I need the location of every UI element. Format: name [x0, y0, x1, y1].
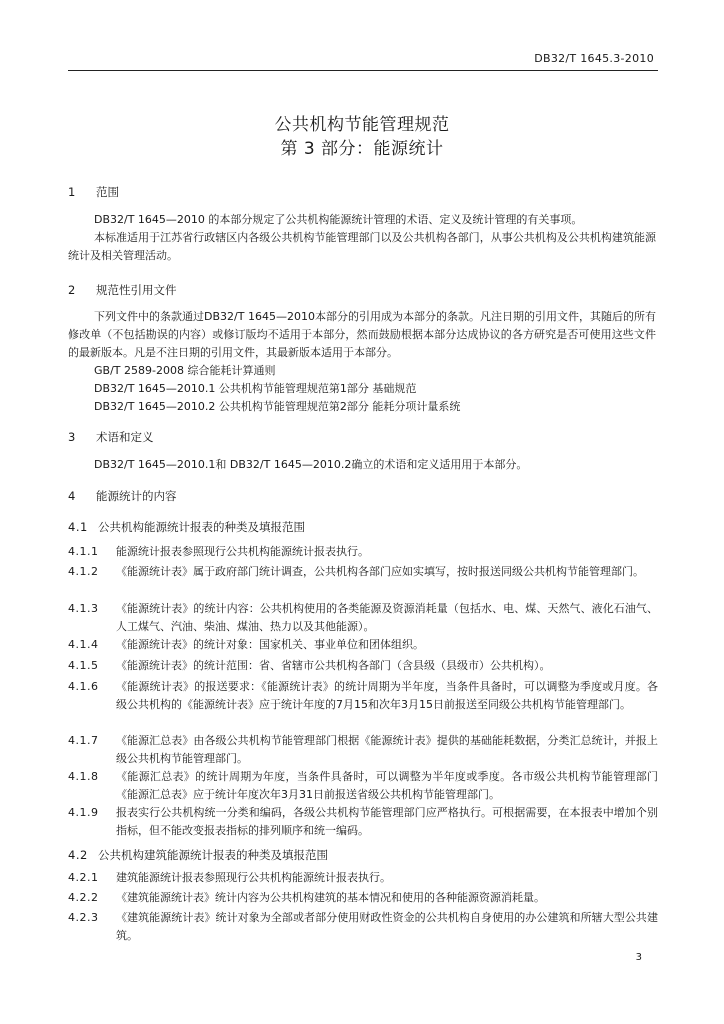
clause-item — [68, 600, 658, 636]
reference-item: GB/T 2589-2008 综合能耗计算通则 — [94, 364, 276, 377]
clause-item — [68, 636, 658, 654]
section-number: 1 — [68, 185, 76, 199]
subsection-title: 公共机构能源统计报表的种类及填报范围 — [98, 520, 305, 534]
section-title: 能源统计的内容 — [96, 489, 177, 503]
clause-item — [68, 768, 658, 804]
clause-text: 《能源统计表》属于政府部门统计调查，公共机构各部门应如实填写，按时报送同级公共机构节能管理部门。 — [116, 565, 644, 578]
section-number: 4 — [68, 489, 76, 503]
clause-text: 《建筑能源统计表》统计内容为公共机构建筑的基本情况和使用的各种能源资源消耗量。 — [116, 891, 545, 904]
clause-number: 4.2.1 — [68, 871, 99, 884]
clause-item — [68, 889, 658, 907]
clause-number: 4.1.9 — [68, 806, 99, 819]
clause-text: 《能源统计表》的报送要求：《能源统计表》的统计周期为半年度，当条件具备时，可以调整为季度或月度。各级公共机构的《能源统计表》应于统计年度的7月15和次年3月15日前报送至同级公共机构节能管理部门。 — [116, 680, 658, 711]
section-number: 3 — [68, 430, 76, 444]
subsection-title: 公共机构建筑能源统计报表的种类及填报范围 — [98, 848, 328, 862]
section-1-paragraph-2: 本标准适用于江苏省行政辖区内各级公共机构节能管理部门以及公共机构各部门，从事公共机构及公共机构建筑能源统计及相关管理活动。 — [68, 231, 656, 262]
clause-number: 4.1.3 — [68, 602, 99, 615]
section-3-heading — [68, 429, 154, 445]
clause-item — [68, 909, 658, 945]
section-4-heading — [68, 488, 177, 504]
clause-number: 4.1.6 — [68, 680, 99, 693]
section-2-paragraph-1: 下列文件中的条款通过DB32/T 1645—2010本部分的引用成为本部分的条款。凡注日期的引用文件，其随后的所有修改单（不包括勘误的内容）或修订版均不适用于本部分，然而鼓励根据本部分达成协议的各方研究是否可使用这些文件的最新版本。凡是不注日期的引用文件，其最新版本适用于本部分。 — [68, 310, 656, 359]
clause-item — [68, 732, 658, 768]
clause-item — [68, 678, 658, 714]
section-1-paragraph-1: DB32/T 1645—2010 的本部分规定了公共机构能源统计管理的术语、定义及统计管理的有关事项。 — [94, 213, 583, 226]
section-number: 2 — [68, 283, 76, 297]
section-title: 范围 — [96, 185, 119, 199]
clause-item — [68, 657, 658, 675]
clause-number: 4.1.5 — [68, 659, 99, 672]
section-3-paragraph-1: DB32/T 1645—2010.1和 DB32/T 1645—2010.2确立的术语和定义适用用于本部分。 — [94, 458, 528, 471]
clause-text: 《能源统计表》的统计对象：国家机关、事业单位和团体组织。 — [116, 638, 424, 651]
clause-number: 4.1.8 — [68, 770, 99, 783]
document-subtitle: 第 3 部分：能源统计 — [280, 139, 444, 159]
clause-text: 《能源统计表》的统计内容：公共机构使用的各类能源及资源消耗量（包括水、电、煤、天然气、液化石油气、人工煤气、汽油、柴油、煤油、热力以及其他能源）。 — [116, 602, 658, 633]
clause-text: 《建筑能源统计表》统计对象为全部或者部分使用财政性资金的公共机构自身使用的办公建筑和所辖大型公共建筑。 — [116, 911, 658, 942]
reference-item: DB32/T 1645—2010.1 公共机构节能管理规范第1部分 基础规范 — [94, 382, 417, 395]
clause-text: 《能源汇总表》由各级公共机构节能管理部门根据《能源统计表》提供的基础能耗数据，分类汇总统计，并报上级公共机构节能管理部门。 — [116, 734, 658, 765]
section-1-heading — [68, 184, 119, 200]
clause-item — [68, 804, 658, 840]
subsection-4-1-heading — [68, 519, 305, 535]
header-rule — [68, 70, 658, 71]
clause-number: 4.1.2 — [68, 565, 99, 578]
page-number: 3 — [635, 952, 642, 963]
clause-item — [68, 543, 658, 561]
document-title: 公共机构节能管理规范 — [274, 115, 450, 135]
clause-text: 建筑能源统计报表参照现行公共机构能源统计报表执行。 — [116, 871, 391, 884]
clause-number: 4.1.4 — [68, 638, 99, 651]
clause-item — [68, 563, 658, 581]
clause-number: 4.2.2 — [68, 891, 99, 904]
clause-text: 报表实行公共机构统一分类和编码，各级公共机构节能管理部门应严格执行。可根据需要，在本报表中增加个别指标，但不能改变报表指标的排列顺序和统一编码。 — [116, 806, 658, 837]
section-2-heading — [68, 282, 177, 298]
clause-number: 4.1.1 — [68, 545, 99, 558]
clause-number: 4.2.3 — [68, 911, 99, 924]
reference-item: DB32/T 1645—2010.2 公共机构节能管理规范第2部分 能耗分项计量系统 — [94, 400, 461, 413]
clause-text: 《能源汇总表》的统计周期为年度，当条件具备时，可以调整为半年度或季度。各市级公共机构节能管理部门《能源汇总表》应于统计年度次年3月31日前报送省级公共机构节能管理部门。 — [116, 770, 658, 801]
clause-item — [68, 869, 658, 887]
standard-code: DB32/T 1645.3-2010 — [534, 52, 654, 65]
subsection-number: 4.1 — [68, 520, 88, 534]
clause-text: 能源统计报表参照现行公共机构能源统计报表执行。 — [116, 545, 369, 558]
clause-text: 《能源统计表》的统计范围：省、省辖市公共机构各部门（含县级（县级市）公共机构）。 — [116, 659, 551, 672]
subsection-4-2-heading — [68, 847, 328, 863]
section-title: 规范性引用文件 — [96, 283, 177, 297]
clause-number: 4.1.7 — [68, 734, 99, 747]
subsection-number: 4.2 — [68, 848, 88, 862]
section-title: 术语和定义 — [96, 430, 154, 444]
